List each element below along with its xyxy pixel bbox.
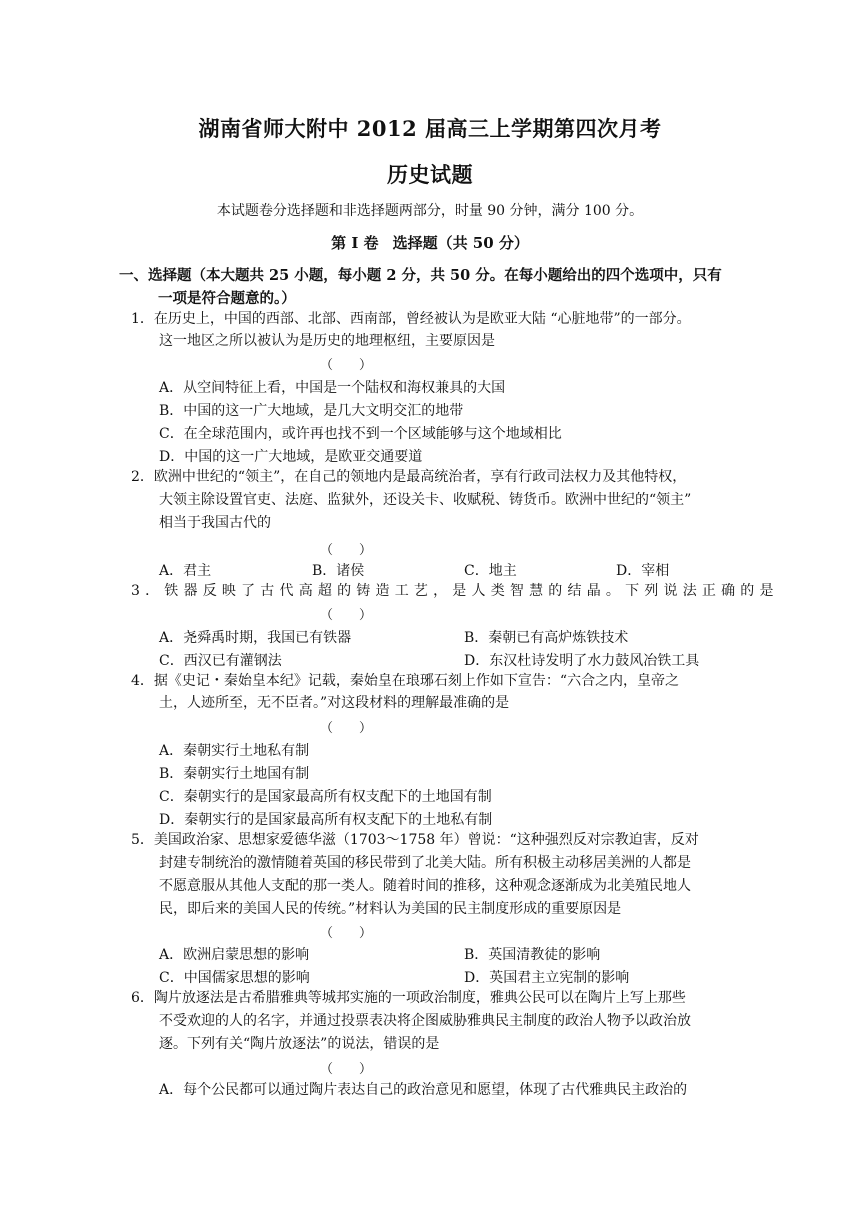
section-heading-line: 一项是符合题意的。）: [158, 290, 296, 307]
question-stem-line: 不愿意服从其他人支配的那一类人。随着时间的推移，这种观念逐渐成为北美殖民地人: [159, 878, 691, 894]
option: B．中国的这一广大地域，是几大文明交汇的地带: [159, 403, 464, 419]
option: D．秦朝实行的是国家最高所有权支配下的土地私有制: [159, 812, 493, 828]
answer-blank: （ ）: [320, 721, 373, 736]
option: B．秦朝已有高炉炼铁技术: [464, 630, 629, 646]
question-stem-line: 6．陶片放逐法是古希腊雅典等城邦实施的一项政治制度，雅典公民可以在陶片上写上那些: [131, 990, 686, 1006]
option: C．秦朝实行的是国家最高所有权支配下的土地国有制: [159, 789, 492, 805]
option: A．秦朝实行土地私有制: [159, 743, 310, 759]
option: D．英国君主立宪制的影响: [464, 970, 630, 986]
answer-blank: （ ）: [320, 926, 373, 941]
question-stem-line: 逐。下列有关“陶片放逐法”的说法，错误的是: [159, 1036, 440, 1052]
question-stem-line: 不受欢迎的人的名字，并通过投票表决将企图威胁雅典民主制度的政治人物予以政治放: [159, 1013, 691, 1029]
question-stem-line: 民，即后来的美国人民的传统。”材料认为美国的民主制度形成的重要原因是: [159, 901, 622, 917]
subject-title: 历史试题: [387, 162, 473, 187]
question-stem-line: 5．美国政治家、思想家爱德华滋（1703～1758 年）曾说：“这种强烈反对宗教迫害，反对: [131, 832, 699, 848]
exam-intro: 本试题卷分选择题和非选择题两部分，时量 90 分钟，满分 100 分。: [216, 203, 644, 219]
option: A．每个公民都可以通过陶片表达自己的政治意见和愿望，体现了古代雅典民主政治的: [159, 1082, 688, 1098]
question-stem-line: 相当于我国古代的: [159, 515, 271, 531]
option: A．君主: [159, 563, 212, 579]
answer-blank: （ ）: [320, 358, 373, 373]
option: B．英国清教徒的影响: [464, 947, 601, 963]
section-heading: [119, 264, 742, 310]
option: D．中国的这一广大地域，是欧亚交通要道: [159, 449, 423, 465]
part-heading: [0, 232, 860, 253]
option: C．在全球范围内，或许再也找不到一个区域能够与这个地域相比: [159, 426, 562, 442]
option: C．地主: [464, 563, 517, 579]
question-stem-line: 封建专制统治的激情随着英国的移民带到了北美大陆。所有积极主动移居美洲的人都是: [159, 855, 691, 871]
part-description: 选择题（共 50 分）: [392, 234, 529, 252]
answer-blank: （ ）: [320, 1062, 373, 1077]
part-label: 第 Ⅰ 卷: [331, 234, 379, 252]
option: C．西汉已有灌钢法: [159, 653, 282, 669]
question-stem-line: 4．据《史记・秦始皇本纪》记载，秦始皇在琅琊石刻上作如下宣告：“六合之内，皇帝之: [131, 673, 680, 689]
section-heading-line: 一、选择题（本大题共 25 小题，每小题 2 分，共 50 分。在每小题给出的四个选项中，只有: [119, 267, 722, 284]
question-stem-line: 土，人迹所至，无不臣者。”对这段材料的理解最准确的是: [159, 695, 510, 711]
option: B．诸侯: [312, 563, 365, 579]
answer-blank: （ ）: [320, 608, 373, 623]
option: B．秦朝实行土地国有制: [159, 766, 310, 782]
question-stem-line: 2．欧洲中世纪的“领主”，在自己的领地内是最高统治者，享有行政司法权力及其他特权，: [131, 469, 687, 485]
question-stem-line: 3．铁器反映了古代高超的铸造工艺，是人类智慧的结晶。下列说法正确的是: [131, 583, 779, 599]
question-stem-line: 大领主除设置官吏、法庭、监狱外，还设关卡、收赋税、铸货币。欧洲中世纪的“领主”: [159, 492, 692, 508]
question-stem-line: 1．在历史上，中国的西部、北部、西南部，曾经被认为是欧亚大陆 “心脏地带”的一部分。: [131, 311, 691, 327]
option: A．尧舜禹时期，我国已有铁器: [159, 630, 352, 646]
question-stem-line: 这一地区之所以被认为是历史的地理枢纽，主要原因是: [159, 333, 495, 349]
option: C．中国儒家思想的影响: [159, 970, 310, 986]
option: D．东汉杜诗发明了水力鼓风冶铁工具: [464, 653, 700, 669]
answer-blank: （ ）: [320, 543, 373, 558]
option: A．从空间特征上看，中国是一个陆权和海权兼具的大国: [159, 380, 506, 396]
option: D．宰相: [616, 563, 670, 579]
exam-title: 湖南省师大附中 2012 届高三上学期第四次月考: [198, 116, 662, 141]
option: A．欧洲启蒙思想的影响: [159, 947, 310, 963]
